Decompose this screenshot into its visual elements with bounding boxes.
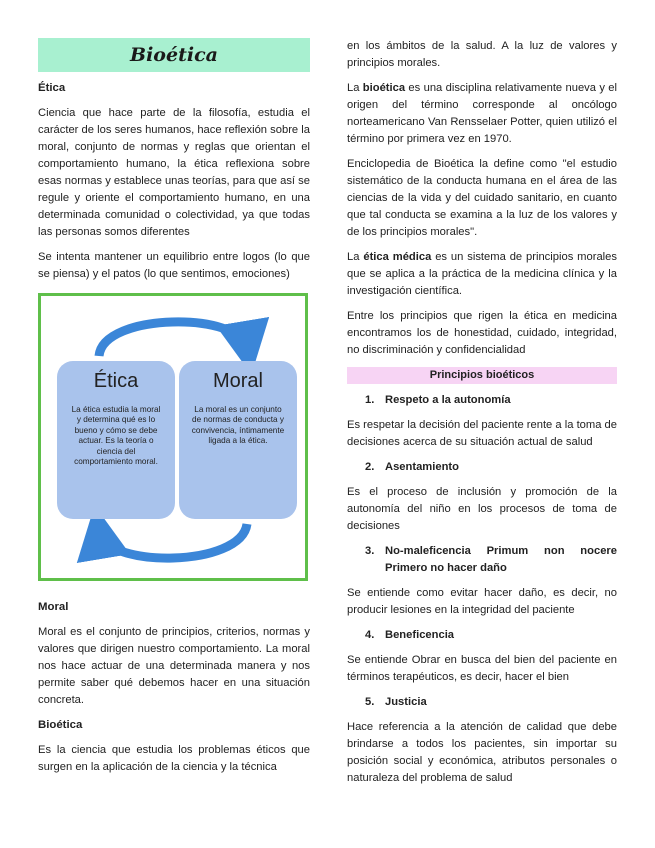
right-paragraph-2: La bioética es una disciplina relativamente nueva y el origen del término corresponde al oncólogo norteamericano Van Rensselaer Potter, quien utilizó el término por primera vez en 1970. <box>347 82 617 145</box>
etica-box-description: La ética estudia la moral y determina qué es lo bueno y cómo se debe actuar. Es la teoría o ciencia del comportamiento moral. <box>71 405 161 467</box>
bioetica-paragraph: Es la ciencia que estudia los problemas éticos que surgen en la aplicación de la ciencia y la técnica <box>38 744 310 773</box>
bottom-arrow <box>99 524 247 558</box>
moral-box-description: La moral es un conjunto de normas de conducta y convivencia, íntimamente ligada a la ética. <box>191 405 285 446</box>
etica-medica-bold: ética médica <box>363 251 432 263</box>
principle-4-title: 4. Beneficencia <box>365 629 455 641</box>
page-title: Bioética <box>130 43 218 66</box>
principle-4-desc: Se entiende Obrar en busca del bien del paciente en términos terapéuticos, es decir, hacer el bien <box>347 654 617 683</box>
etica-paragraph-1: Ciencia que hace parte de la filosofía, estudia el carácter de los seres humanos, hace reflexión sobre la moral, conjunto de normas y reglas que orientan el comportamiento humano, la ética reflexiona sobre esas normas y establece unas teorías, para que así se regule y oriente el comportamiento humano, en una determinada comunidad o colectividad, ya que todas las personas somos diferentes <box>38 107 310 238</box>
moral-paragraph: Moral es el conjunto de principios, criterios, normas y valores que dirigen nuestro comportamiento. La moral nos hace actuar de una determinada manera y nos permite saber qué debemos hacer en una situación concreta. <box>38 626 310 706</box>
right-paragraph-5: Entre los principios que rigen la ética en medicina encontramos los de honestidad, cuidado, integridad, no discriminación y confidencialidad <box>347 310 617 356</box>
etica-paragraph-2: Se intenta mantener un equilibrio entre logos (lo que se piensa) y el patos (lo que sentimos, emociones) <box>38 251 310 280</box>
etica-heading: Ética <box>38 82 66 94</box>
bioetica-heading: Bioética <box>38 719 83 731</box>
principle-2-desc: Es el proceso de inclusión y promoción de la autonomía del niño en los procesos de toma de decisiones <box>347 486 617 532</box>
etica-moral-figure <box>38 293 308 581</box>
moral-box <box>179 361 297 519</box>
right-column <box>347 38 617 795</box>
principle-5-title: 5. Justicia <box>365 696 427 708</box>
right-paragraph-1: en los ámbitos de la salud. A la luz de valores y principios morales. <box>347 40 617 69</box>
principle-2-title: 2. Asentamiento <box>365 461 459 473</box>
principles-heading: Principios bioéticos <box>347 367 617 384</box>
principle-1-desc: Es respetar la decisión del paciente rente a la toma de decisiones acerca de su situación actual de salud <box>347 419 617 448</box>
etica-box <box>57 361 175 519</box>
title-banner <box>38 38 310 72</box>
principle-5-desc: Hace referencia a la atención de calidad que debe brindarse a todos los pacientes, sin importar su posición social y económica, atributos personales o naturaleza del problema de salud <box>347 721 617 784</box>
principle-1-title: 1. Respeto a la autonomía <box>365 394 511 406</box>
right-paragraph-3: Enciclopedia de Bioética la define como "el estudio sistemático de la conducta humana en el área de las ciencias de la vida y del cuidado sanitario, en cuanto que tal conducta se examina a la luz de los valores y de los principios morales". <box>347 158 617 238</box>
etica-box-title: Ética <box>93 370 139 392</box>
top-arrow <box>99 322 247 356</box>
left-column <box>38 38 310 784</box>
right-paragraph-4: La ética médica es un sistema de principios morales que se aplica a la práctica de la medicina clínica y la investigación científica. <box>347 251 617 297</box>
principle-3-desc: Se entiende como evitar hacer daño, es decir, no producir lesiones en la integridad del paciente <box>347 587 617 616</box>
principle-3-title: 3. No-maleficencia Primum non nocere Primero no hacer daño <box>365 545 617 574</box>
moral-heading: Moral <box>38 601 69 613</box>
bioetica-bold: bioética <box>362 82 406 94</box>
moral-box-title: Moral <box>212 370 263 392</box>
